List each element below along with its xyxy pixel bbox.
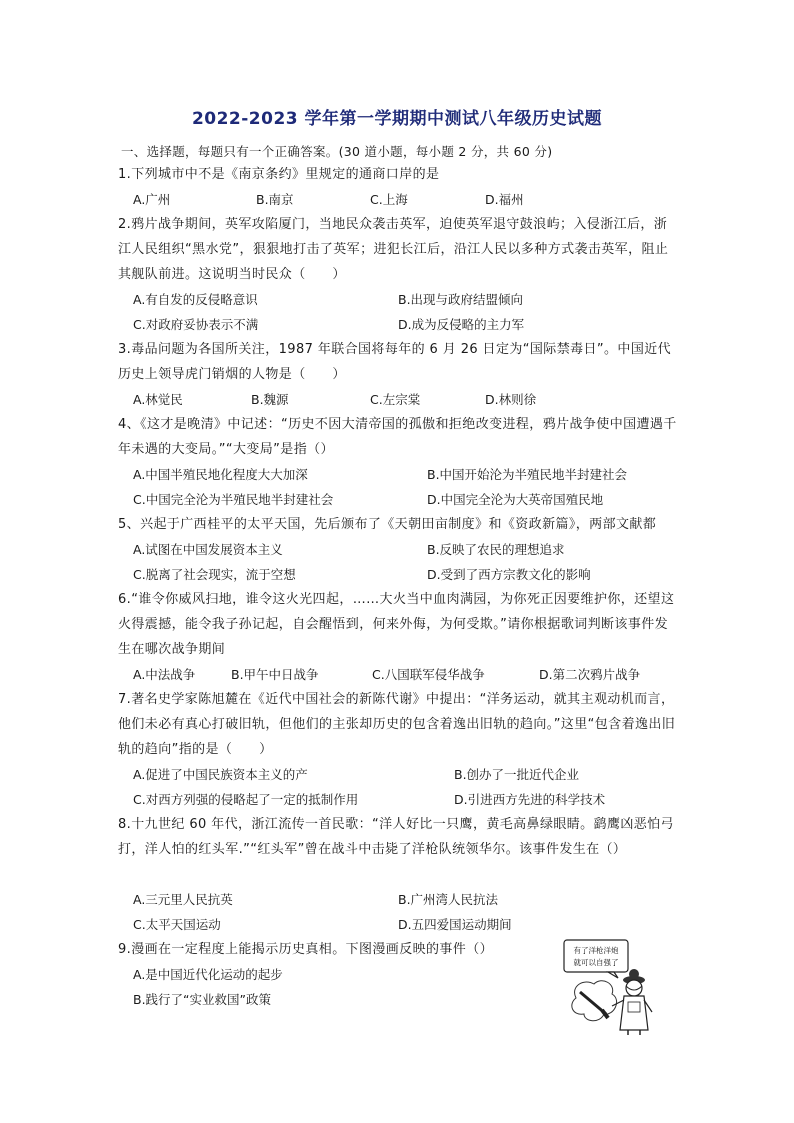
option: C.脱离了社会现实，流于空想	[133, 567, 296, 582]
option: A.是中国近代化运动的起步	[133, 967, 283, 982]
option: B.南京	[256, 192, 294, 207]
question-stem: 8.十九世纪 60 年代，浙江流传一首民歌：“洋人好比一只鹰，黄毛高鼻绿眼睛。鹞鹰凶恶怕弓打，洋人怕的红头军.”“红头军”曾在战斗中击毙了洋枪队统领华尔。该事件发生在（）	[118, 817, 674, 857]
option: B.创办了一批近代企业	[454, 767, 580, 782]
option: A.中国半殖民地化程度大大加深	[133, 467, 308, 482]
option-row	[133, 187, 693, 212]
speech-text-line2: 就可以自强了	[573, 958, 619, 967]
option: B.反映了农民的理想追求	[427, 542, 565, 557]
option: D.中国完全沦为大英帝国殖民地	[427, 492, 604, 507]
option-row	[133, 537, 693, 562]
option: C.对西方列强的侵略起了一定的抵制作用	[133, 792, 359, 807]
option: D.成为反侵略的主力军	[398, 317, 525, 332]
option: B.践行了“实业救国”政策	[133, 992, 272, 1007]
option-row	[133, 662, 693, 687]
option: C.八国联军侵华战争	[372, 667, 485, 682]
option: A.试图在中国发展资本主义	[133, 542, 283, 557]
option-row	[133, 387, 693, 412]
speech-text-line1: 有了洋枪洋炮	[573, 946, 619, 955]
question-stem: 4、《这才是晚清》中记述：“历史不因大清帝国的孤傲和拒绝改变进程，鸦片战争使中国遭遇千年未遇的大变局。”“大变局”是指（）	[118, 417, 677, 457]
question-stem: 6.“谁令你威风扫地，谁令这火光四起，……大火当中血肉满园，为你死正因要维护你，还望这火得震撼，能令我子孙记起，自会醒悟到，何来外侮，为何受欺。”请你根据歌词判断该事件发生在哪次战争期间	[118, 592, 675, 657]
option: D.受到了西方宗教文化的影响	[427, 567, 591, 582]
qing-official-with-rifle-icon	[562, 938, 680, 1036]
option-row	[133, 787, 693, 812]
option: B.中国开始沦为半殖民地半封建社会	[427, 467, 628, 482]
option: D.五四爱国运动期间	[398, 917, 512, 932]
option: C.上海	[370, 192, 408, 207]
option: B.甲午中日战争	[231, 667, 319, 682]
option: D.福州	[485, 192, 524, 207]
option: A.林觉民	[133, 392, 183, 407]
option: C.中国完全沦为半殖民地半封建社会	[133, 492, 334, 507]
option: C.太平天国运动	[133, 917, 221, 932]
option-row	[133, 562, 693, 587]
option-row	[133, 762, 693, 787]
question-stem: 1.下列城市中不是《南京条约》里规定的通商口岸的是	[118, 167, 440, 182]
option: C.对政府妥协表示不满	[133, 317, 259, 332]
option: A.中法战争	[133, 667, 196, 682]
option-row	[133, 487, 693, 512]
option: C.左宗棠	[370, 392, 421, 407]
question-stem: 3.毒品问题为各国所关注，1987 年联合国将每年的 6 月 26 日定为“国际禁毒日”。中国近代历史上领导虎门销烟的人物是（ ）	[118, 342, 672, 382]
option-row	[133, 462, 693, 487]
option: D.第二次鸦片战争	[539, 667, 641, 682]
question-stem: 2.鸦片战争期间，英军攻陷厦门，当地民众袭击英军，迫使英军退守鼓浪屿；入侵浙江后，浙江人民组织“黑水党”，狠狠地打击了英军；进犯长江后，沿江人民以多种方式袭击英军，阻止其舰队前进。这说明当时民众（ ）	[118, 217, 669, 282]
option-row	[133, 287, 693, 312]
option: B.出现与政府结盟倾向	[398, 292, 524, 307]
exam-title: 2022-2023 学年第一学期期中测试八年级历史试题	[191, 109, 603, 129]
option: A.有自发的反侵略意识	[133, 292, 258, 307]
option: A.广州	[133, 192, 171, 207]
question-stem: 7.著名史学家陈旭麓在《近代中国社会的新陈代谢》中提出：“洋务运动，就其主观动机而言，他们未必有真心打破旧轨，但他们的主张却历史的包含着逸出旧轨的趋向。”这里“包含着逸出旧轨的趋向”指的是（ ）	[118, 692, 676, 757]
option-row	[133, 887, 693, 912]
question-stem: 5、兴起于广西桂平的太平天国，先后颁布了《天朝田亩制度》和《资政新篇》，两部文献都	[118, 517, 657, 532]
option: A.三元里人民抗英	[133, 892, 233, 907]
option-row	[133, 912, 693, 937]
section-heading: 一、选择题，每题只有一个正确答案。(30 道小题，每小题 2 分，共 60 分)	[121, 144, 553, 159]
option: B.魏源	[251, 392, 289, 407]
option: D.引进西方先进的科学技术	[454, 792, 606, 807]
option-row	[133, 312, 693, 337]
option: D.林则徐	[485, 392, 537, 407]
question-stem: 9.漫画在一定程度上能揭示历史真相。下图漫画反映的事件（）	[118, 942, 494, 957]
option: A.促进了中国民族资本主义的产	[133, 767, 308, 782]
cartoon-illustration	[562, 938, 680, 1036]
option: B.广州湾人民抗法	[398, 892, 499, 907]
